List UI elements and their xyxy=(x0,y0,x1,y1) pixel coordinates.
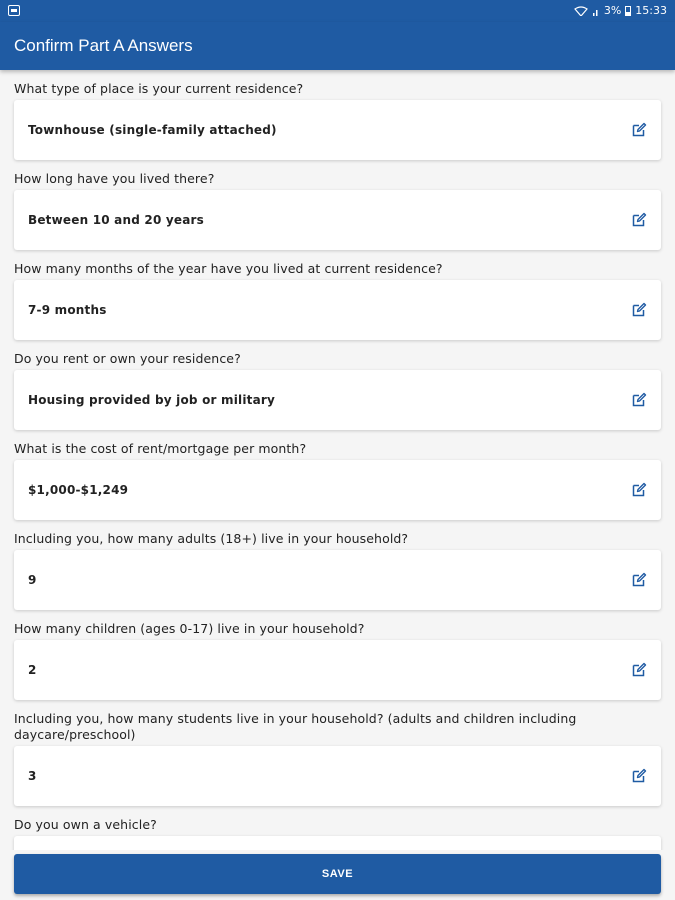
page-title: Confirm Part A Answers xyxy=(14,36,193,55)
answer-card[interactable] xyxy=(14,460,661,520)
question-item xyxy=(0,531,675,610)
notification-icon xyxy=(8,5,20,16)
question-item xyxy=(0,441,675,520)
question-label: Including you, how many adults (18+) live in your household? xyxy=(14,531,409,546)
answer-card[interactable] xyxy=(14,370,661,430)
edit-icon[interactable] xyxy=(631,768,647,784)
answer-card[interactable] xyxy=(14,746,661,806)
answers-list[interactable] xyxy=(0,70,675,850)
question-label: What is the cost of rent/mortgage per month? xyxy=(14,441,307,456)
clock: 15:33 xyxy=(635,4,667,17)
app-bar xyxy=(0,22,675,70)
answer-value: 2 xyxy=(28,663,37,677)
edit-icon[interactable] xyxy=(631,392,647,408)
battery-percent: 3% xyxy=(603,4,622,17)
answer-value: 7-9 months xyxy=(28,303,107,317)
battery-icon xyxy=(625,6,631,16)
question-label: Do you own a vehicle? xyxy=(14,817,157,832)
status-bar xyxy=(0,0,675,22)
edit-icon[interactable] xyxy=(631,482,647,498)
answer-value: 3 xyxy=(28,769,37,783)
answer-value: Housing provided by job or military xyxy=(28,393,276,407)
footer xyxy=(0,850,675,900)
question-label: How many children (ages 0-17) live in your household? xyxy=(14,621,365,636)
answer-card[interactable] xyxy=(14,100,661,160)
answer-card[interactable] xyxy=(14,836,661,850)
question-item xyxy=(0,261,675,340)
edit-icon[interactable] xyxy=(631,302,647,318)
question-item xyxy=(0,171,675,250)
answer-card[interactable] xyxy=(14,640,661,700)
question-item xyxy=(0,351,675,430)
edit-icon[interactable] xyxy=(631,662,647,678)
answer-value: Townhouse (single-family attached) xyxy=(28,123,277,137)
question-item xyxy=(0,817,675,850)
answer-card[interactable] xyxy=(14,550,661,610)
edit-icon[interactable] xyxy=(631,122,647,138)
edit-icon[interactable] xyxy=(631,212,647,228)
answer-value: 9 xyxy=(28,573,37,587)
question-label: How long have you lived there? xyxy=(14,171,215,186)
question-label: Do you rent or own your residence? xyxy=(14,351,241,366)
edit-icon[interactable] xyxy=(631,572,647,588)
question-label: What type of place is your current residence? xyxy=(14,81,304,96)
question-item xyxy=(0,621,675,700)
question-item xyxy=(0,711,675,806)
answer-value: $1,000-$1,249 xyxy=(28,483,129,497)
answer-value: Between 10 and 20 years xyxy=(28,213,204,227)
status-indicators xyxy=(574,0,667,22)
question-label: How many months of the year have you lived at current residence? xyxy=(14,261,443,276)
wifi-icon xyxy=(574,6,588,16)
question-label: Including you, how many students live in your household? (adults and children including daycare/preschool) xyxy=(14,711,577,742)
answer-card[interactable] xyxy=(14,280,661,340)
save-button[interactable]: SAVE xyxy=(14,854,661,894)
answer-card[interactable] xyxy=(14,190,661,250)
signal-icon xyxy=(592,6,600,16)
question-item xyxy=(0,81,675,160)
